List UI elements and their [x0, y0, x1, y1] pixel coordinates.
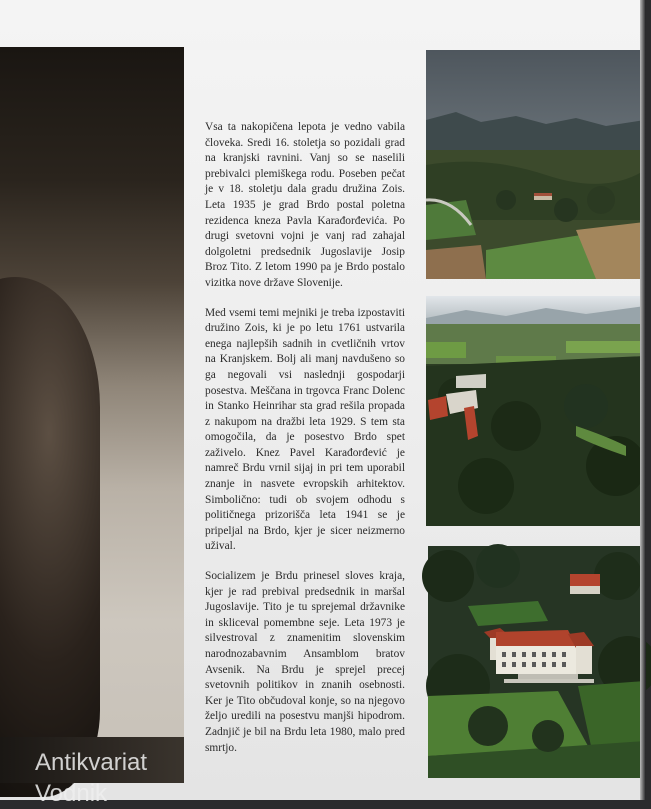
paragraph: Med vsemi temi mejniki je treba izpostaviti družino Zois, ki je po letu 1761 ustvarila enega najlepših sadnih in cvetličnih vrtov na Kranjskem. Bolj ali manj navdušeno so ga negovali vsi naslednji gospodarji posestva. Meščana in trgovca Franc Dolenc in Stanko Heinrihar sta grad rešila propada z nakupom na dražbi leta 1929. S tem sta omogočila, da je posestvo Brdo spet zaživelo. Knez Pavel Karađorđević je namreč Brdu vrnil sijaj in pri tem uporabil znanje in nasvete evropskih arhitektov. Simbolično: tudi ob svojem odhodu s političnega prizorišča leta 1941 se je pripeljal na Brdo, kjer je sicer neizmerno užival. — [205, 306, 405, 553]
watermark — [35, 747, 147, 809]
page-edge-shadow — [640, 0, 646, 800]
photo-aerial-castle — [428, 546, 645, 778]
sculpture-photo — [0, 47, 184, 807]
photo-aerial-valley — [426, 50, 645, 279]
watermark-line-2: Vodnik — [35, 780, 108, 807]
photo-aerial-castle-forest — [426, 296, 645, 526]
sculpture-form — [0, 277, 100, 797]
body-text-column — [205, 120, 405, 770]
watermark-line-1: Antikvariat — [35, 749, 148, 776]
paragraph: Socializem je Brdu prinesel sloves kraja, kjer je rad prebival predsednik in maršal Jugoslavije. Tito je tu sprejemal državnike in skliceval pomembne seje. Leta 1973 je silvestroval z znamenitim slovenskim narodnozabavnim Ansamblom bratov Avsenik. Na Brdu je sprejel precej svetovnih politikov in znanih osebnosti. Ker je Tito občudoval konje, so na njegovo željo uredili na posestvu manjši hipodrom. Zadnjič je bil na Brdu leta 1980, malo pred smrtjo. — [205, 570, 405, 754]
paragraph: Vsa ta nakopičena lepota je vedno vabila človeka. Sredi 16. stoletja so pozidali grad na kranjski ravnini. Vanj so se naselili prebivalci plemiškega rodu. Poseben pečat je v 18. stoletju dala gradu družina Zois. Leta 1935 je grad Brdo postal poletna rezidenca kneza Pavla Karađorđevića. Po drugi svetovni vojni je vanj rad zahajal dolgoletni predsednik Jugoslavije Josip Broz Tito. Z letom 1990 pa je Brdo postalo vizitka nove države Slovenije. — [205, 121, 405, 289]
